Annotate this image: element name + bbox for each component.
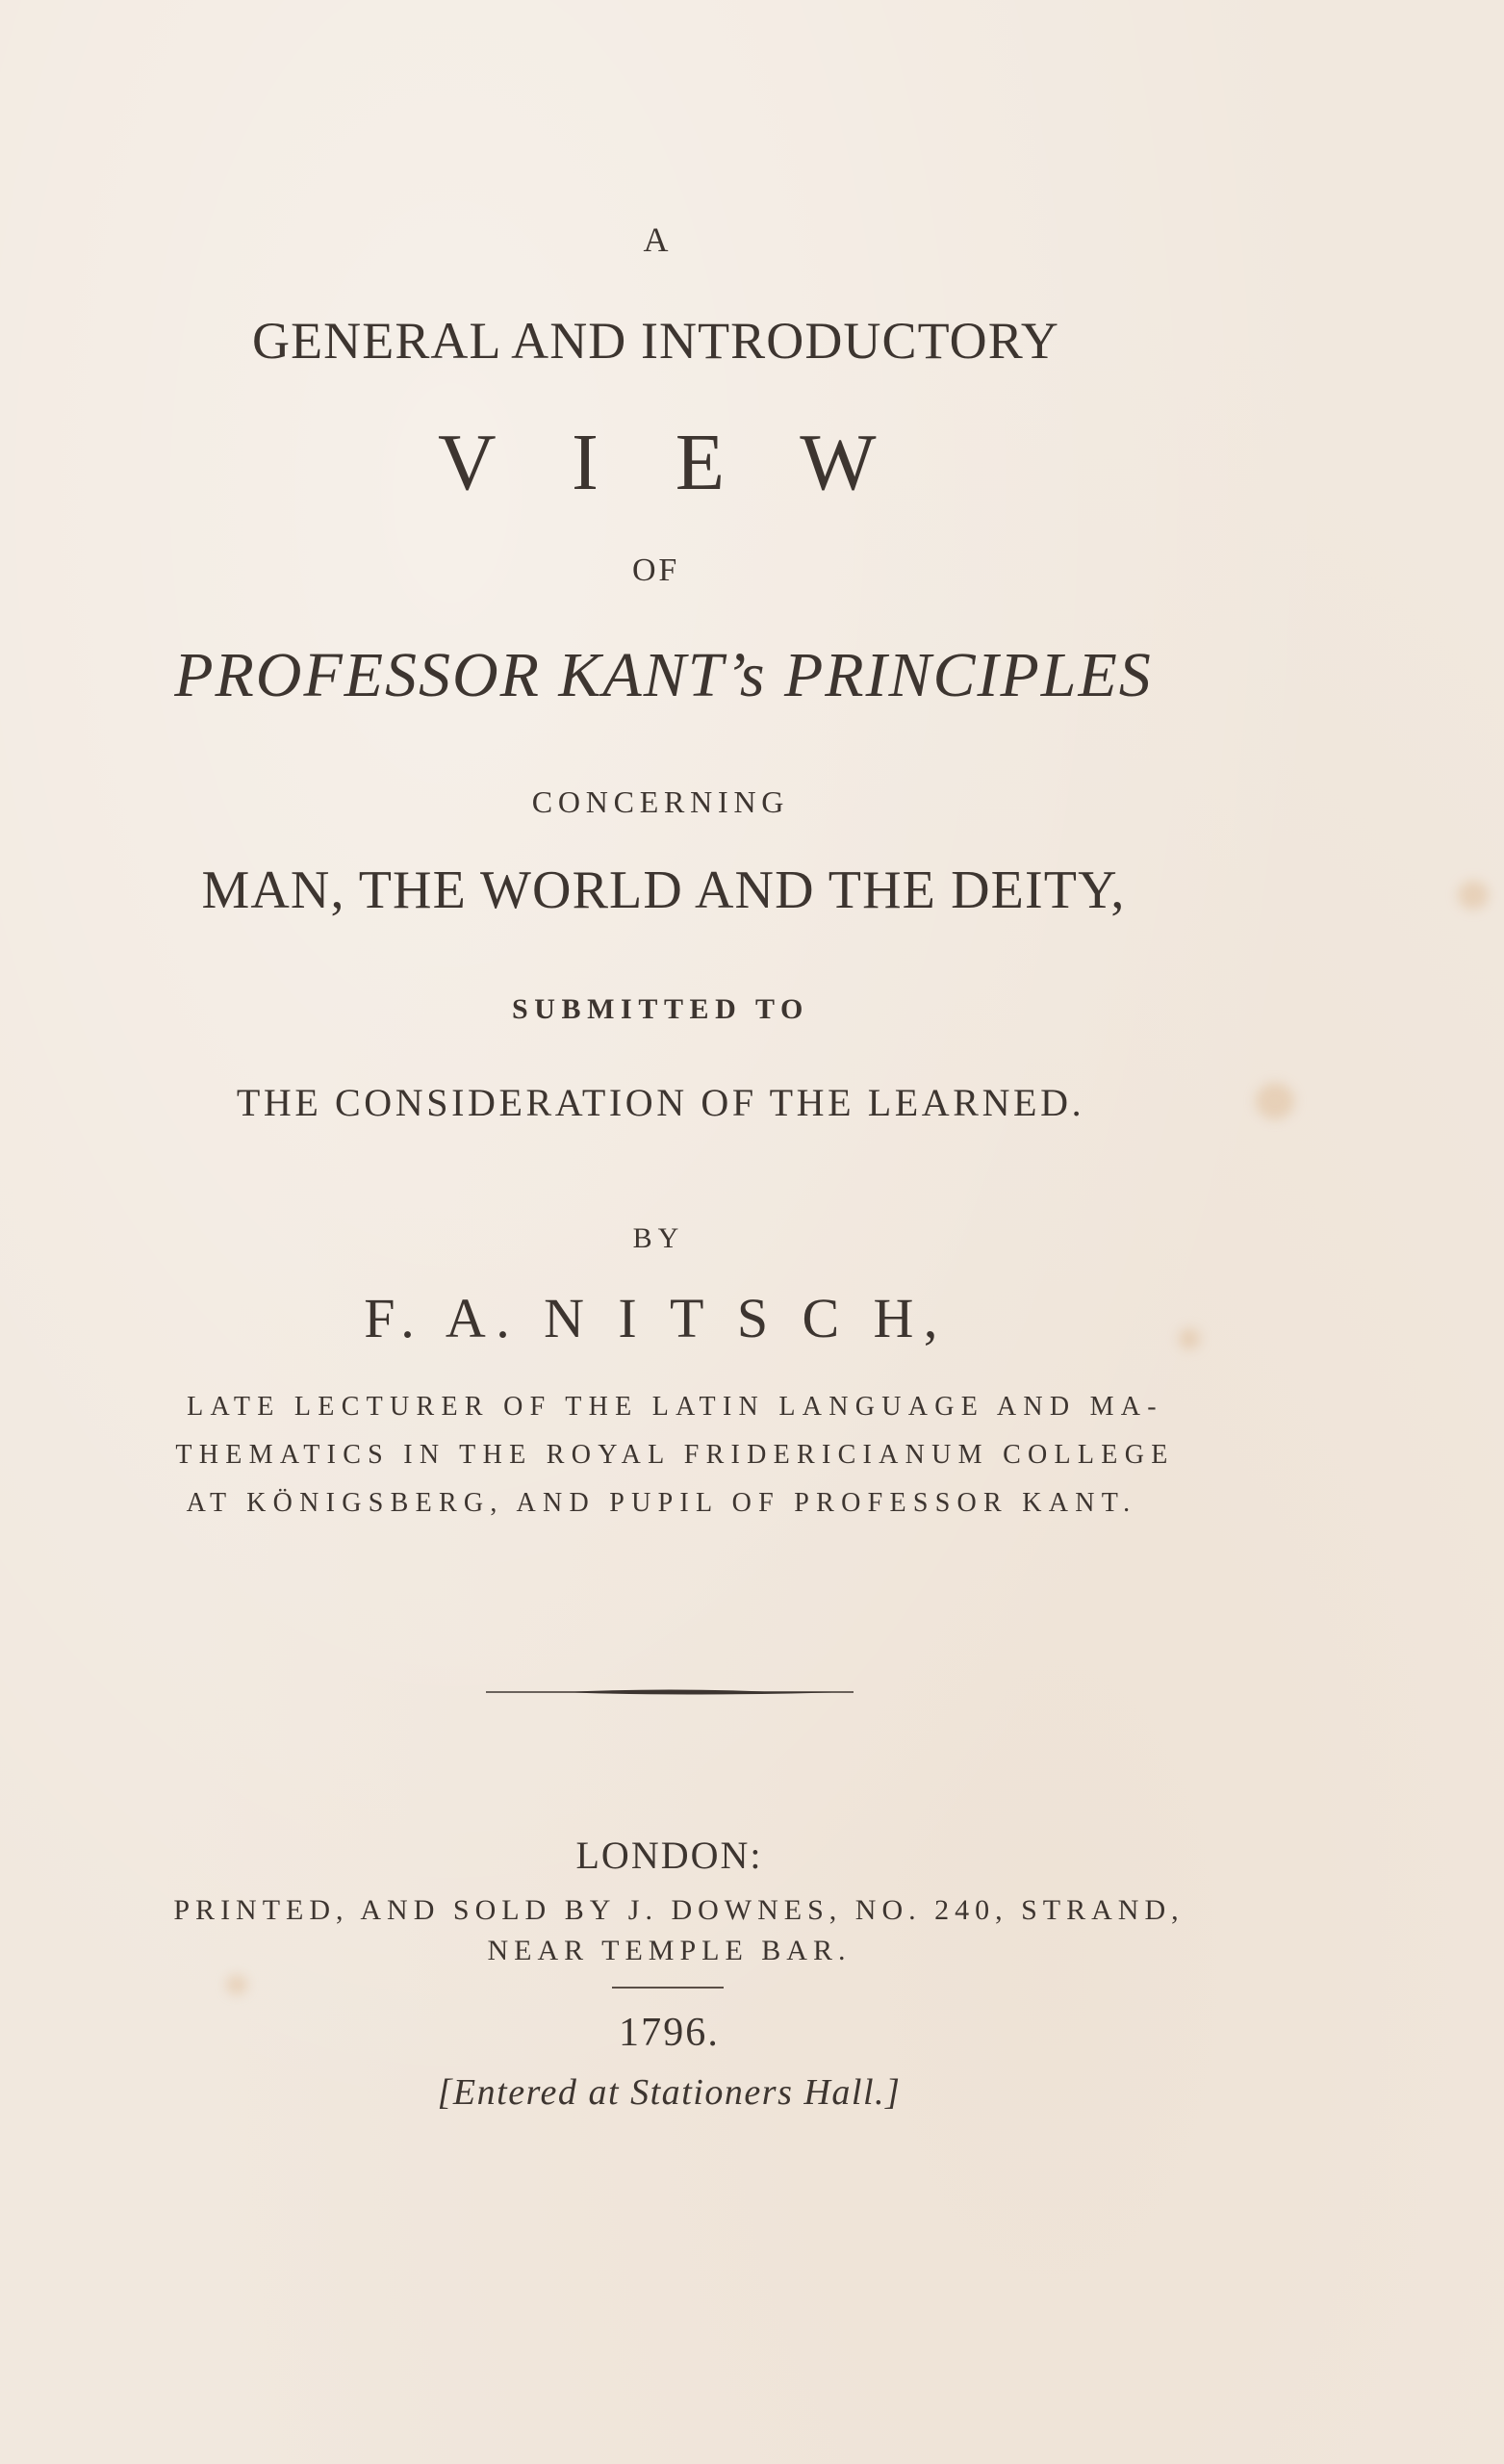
- imprint-place: LONDON:: [575, 1834, 763, 1877]
- title-line-man-world-deity: MAN, THE WORLD AND THE DEITY,: [201, 860, 1126, 920]
- author-description-line-3: AT KÖNIGSBERG, AND PUPIL OF PROFESSOR KANT.: [186, 1488, 1137, 1518]
- ornamental-rule: [486, 1687, 854, 1697]
- title-article: A: [643, 220, 669, 259]
- by-line: BY: [632, 1222, 685, 1254]
- author-name: F. A. N I T S C H,: [364, 1287, 948, 1349]
- title-line-kant: PROFESSOR KANT’s PRINCIPLES: [174, 640, 1153, 710]
- entered-at-stationers-hall: [Entered at Stationers Hall.]: [437, 2072, 902, 2113]
- title-line-general: GENERAL AND INTRODUCTORY: [252, 312, 1059, 370]
- imprint-printer-line-1: PRINTED, AND SOLD BY J. DOWNES, NO. 240, STRAND,: [173, 1894, 1185, 1926]
- title-line-submitted: SUBMITTED TO: [511, 993, 809, 1025]
- imprint-printer-line-2: NEAR TEMPLE BAR.: [487, 1935, 852, 1966]
- title-line-concerning: CONCERNING: [531, 784, 790, 819]
- foxing-stain: [226, 1975, 247, 1994]
- title-line-of: OF: [632, 552, 679, 588]
- author-description-line-1: LATE LECTURER OF THE LATIN LANGUAGE AND MA-: [187, 1392, 1163, 1422]
- title-line-consideration: THE CONSIDERATION OF THE LEARNED.: [236, 1081, 1085, 1124]
- author-description-line-2: THEMATICS IN THE ROYAL FRIDERICIANUM COLLEGE: [175, 1440, 1175, 1470]
- title-line-view: V I E W: [438, 418, 905, 507]
- imprint-year: 1796.: [619, 2011, 720, 2055]
- short-rule: [612, 1987, 724, 1989]
- foxing-stain: [1458, 881, 1489, 910]
